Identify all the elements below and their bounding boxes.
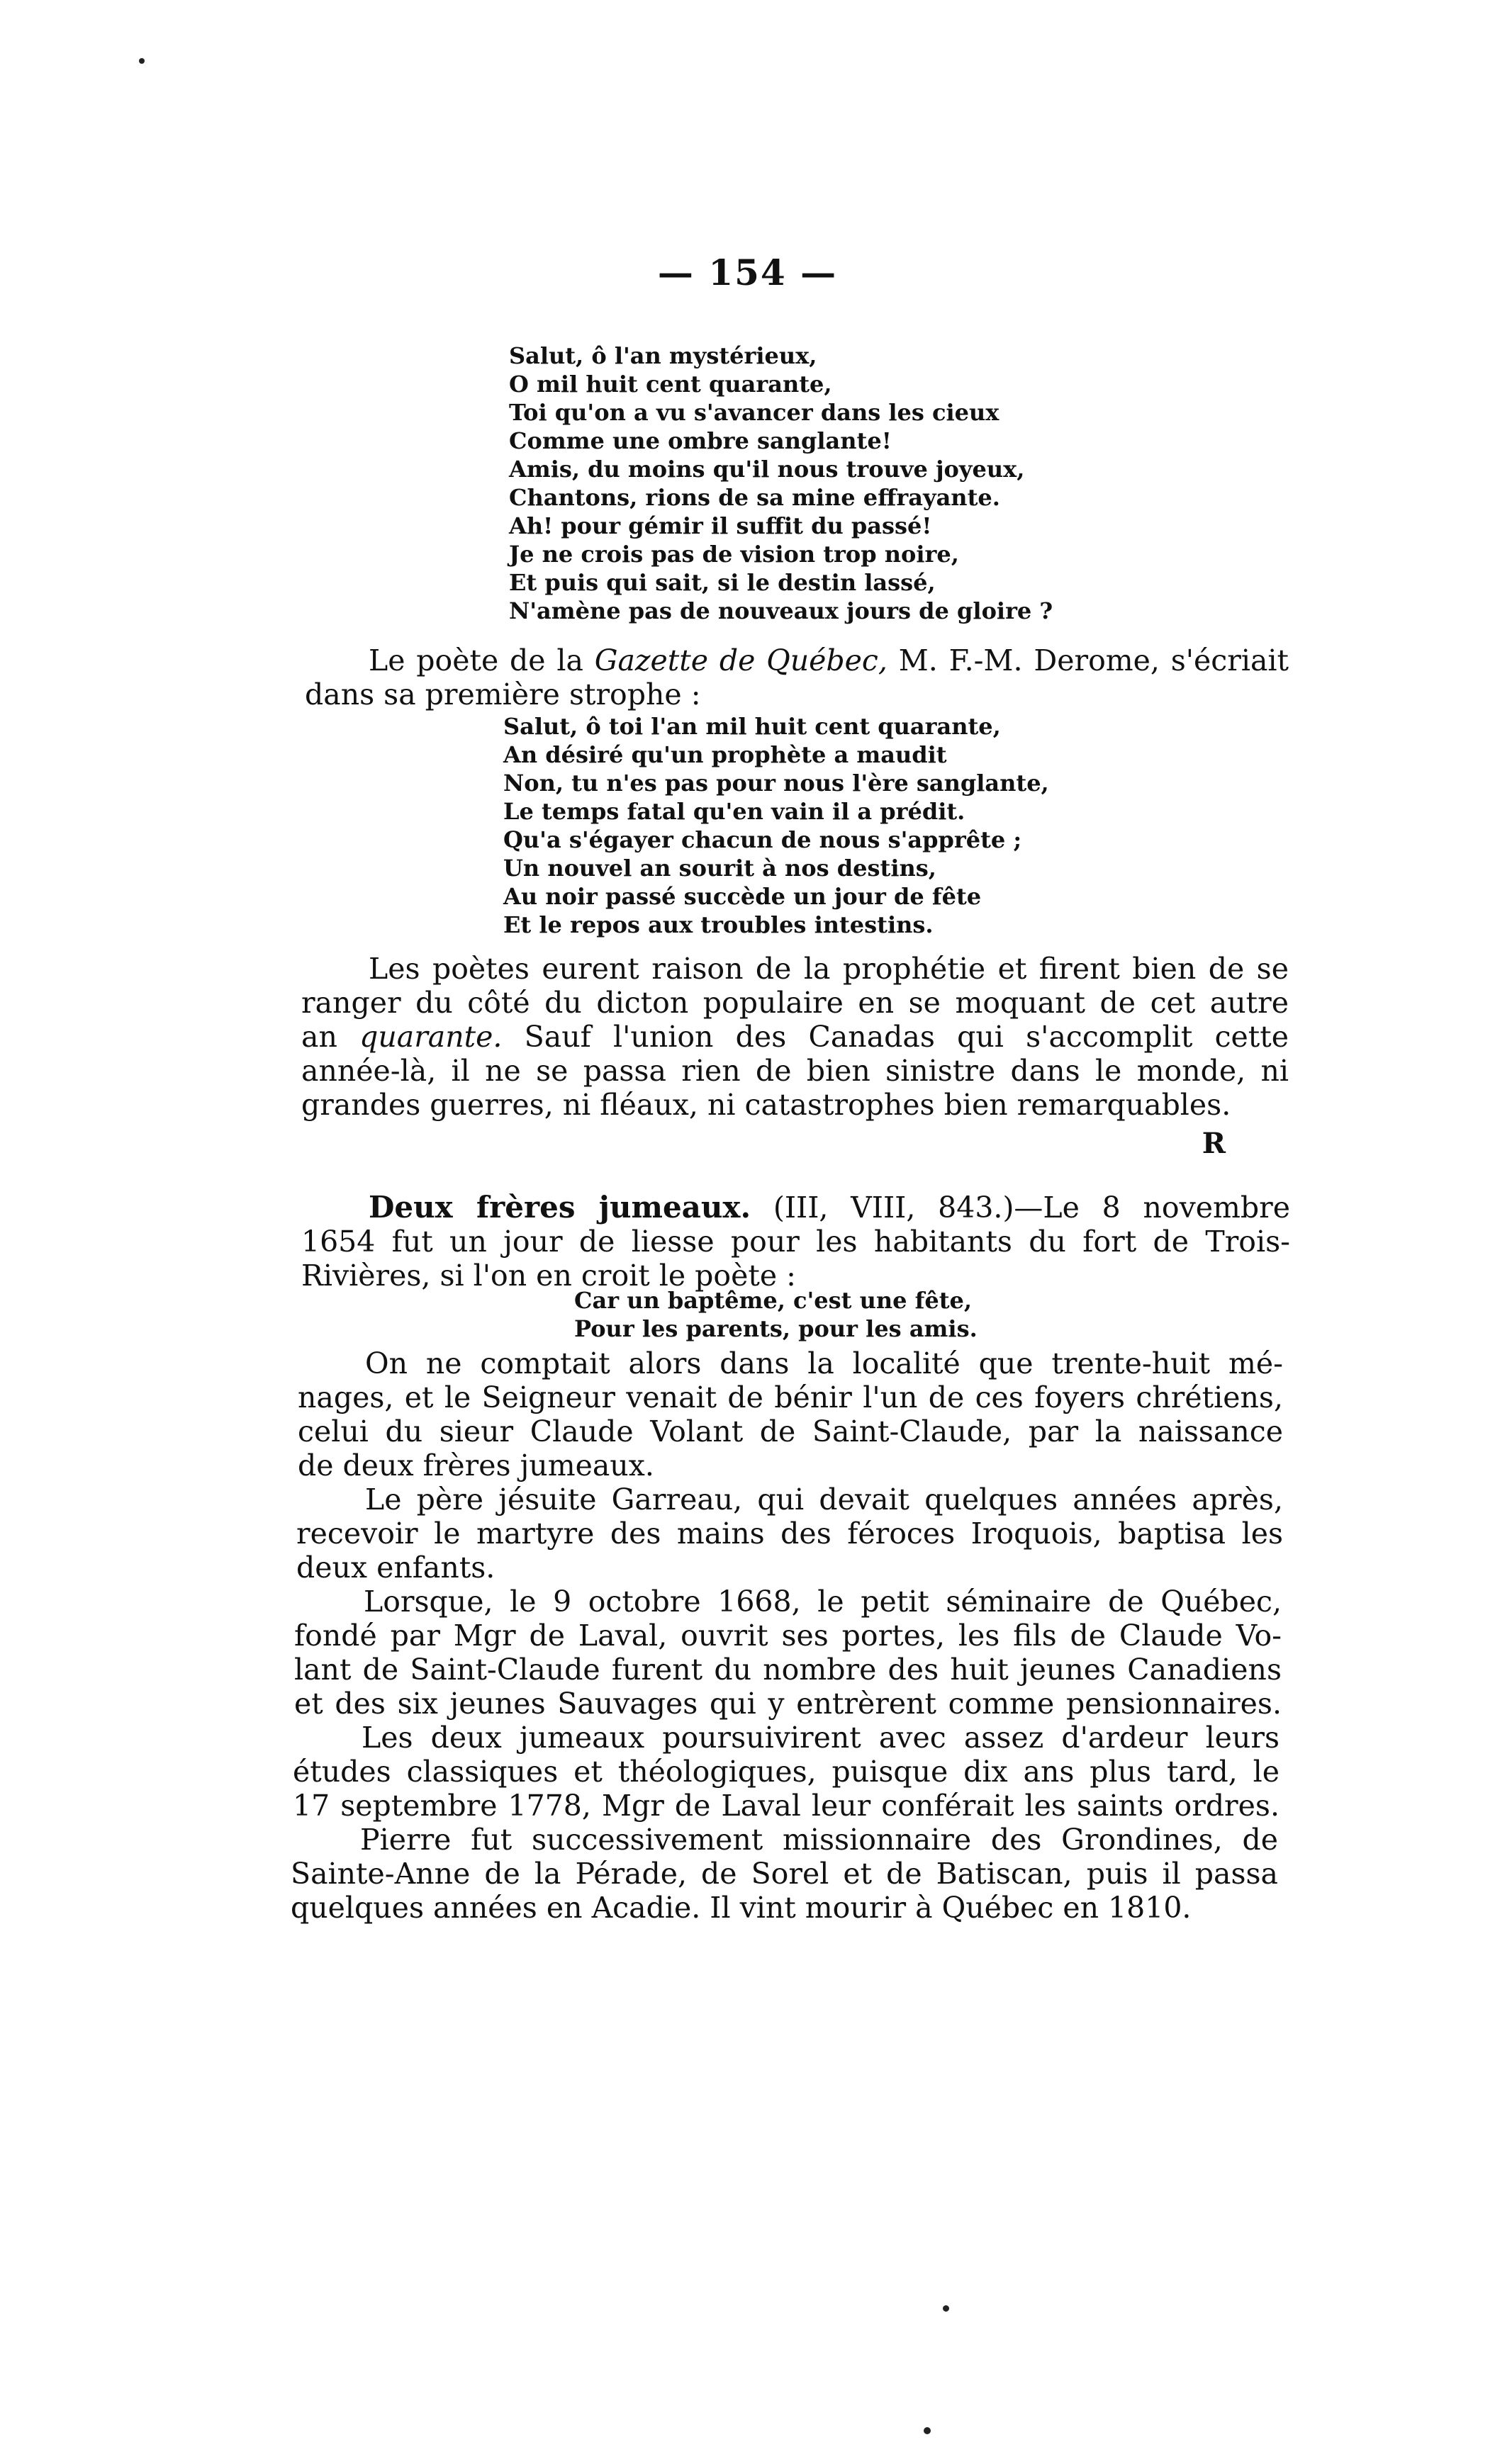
verse-line: Le temps fatal qu'en vain il a prédit. bbox=[503, 798, 965, 825]
italic-quarante: quarante. bbox=[359, 1020, 503, 1054]
paragraph-line: quelques années en Acadie. Il vint mourir à Québec en 1810. bbox=[291, 1891, 1192, 1925]
verse-line: Pour les parents, pour les amis. bbox=[574, 1315, 978, 1342]
verse-line: Salut, ô toi l'an mil huit cent quarante, bbox=[503, 713, 1001, 740]
poem-salut-an-mysterieux bbox=[509, 342, 1053, 625]
article-heading-line: Deux frères jumeaux. (III, VIII, 843.)—Le 8 novembre bbox=[369, 1190, 1290, 1225]
verse-line: Car un baptême, c'est une fête, bbox=[574, 1287, 973, 1314]
verse-line: N'amène pas de nouveaux jours de gloire ? bbox=[509, 597, 1053, 624]
paragraph-line: Lorsque, le 9 octobre 1668, le petit séminaire de Québec, bbox=[364, 1585, 1282, 1619]
poem-derome-strophe bbox=[503, 712, 1049, 939]
verse-line: Au noir passé succède un jour de fête bbox=[503, 883, 982, 910]
article-heading: Deux frères jumeaux. bbox=[369, 1190, 751, 1225]
verse-line: Qu'a s'égayer chacun de nous s'apprête ; bbox=[503, 826, 1022, 853]
verse-line: Salut, ô l'an mystérieux, bbox=[509, 342, 817, 369]
page-number: — 154 — bbox=[657, 252, 838, 293]
verse-line: O mil huit cent quarante, bbox=[509, 371, 832, 398]
verse-line: Un nouvel an sourit à nos destins, bbox=[503, 855, 936, 882]
scan-speck bbox=[139, 58, 145, 64]
verse-line: Et puis qui sait, si le destin lassé, bbox=[509, 569, 936, 596]
paragraph-line: ranger du côté du dicton populaire en se moquant de cet autre bbox=[301, 986, 1289, 1020]
verse-line: Chantons, rions de sa mine effrayante. bbox=[509, 484, 1000, 511]
verse-line: Je ne crois pas de vision trop noire, bbox=[509, 541, 959, 568]
paragraph-line: celui du sieur Claude Volant de Saint-Claude, par la naissance bbox=[298, 1414, 1283, 1448]
paragraph-line: études classiques et théologiques, puisque dix ans plus tard, le bbox=[293, 1755, 1280, 1789]
paragraph-line: grandes guerres, ni fléaux, ni catastrophes bien remarquables. bbox=[301, 1088, 1231, 1122]
gazette-title: Gazette de Québec, bbox=[594, 643, 888, 677]
verse-line: Non, tu n'es pas pour nous l'ère sanglante, bbox=[503, 770, 1049, 797]
paragraph-line: 1654 fut un jour de liesse pour les habitants du fort de Trois- bbox=[301, 1225, 1290, 1259]
intro-line: dans sa première strophe : bbox=[305, 677, 701, 711]
paragraph-line: Pierre fut successivement missionnaire des Grondines, de bbox=[360, 1823, 1278, 1857]
paragraph-line: recevoir le martyre des mains des féroces Iroquois, baptisa les bbox=[296, 1517, 1283, 1551]
paragraph-line: de deux frères jumeaux. bbox=[298, 1448, 654, 1483]
scan-speck bbox=[924, 2427, 931, 2434]
scan-speck bbox=[943, 2305, 949, 2312]
paragraph-line: année-là, il ne se passa rien de bien sinistre dans le monde, ni bbox=[301, 1054, 1289, 1088]
paragraph-line: nages, et le Seigneur venait de bénir l'un de ces foyers chrétiens, bbox=[298, 1380, 1283, 1414]
verse-line: An désiré qu'un prophète a maudit bbox=[503, 741, 947, 768]
poem-bapteme bbox=[574, 1286, 978, 1343]
paragraph-line: et des six jeunes Sauvages qui y entrèrent comme pensionnaires. bbox=[294, 1687, 1282, 1721]
paragraph-line: 17 septembre 1778, Mgr de Laval leur conférait les saints ordres. bbox=[293, 1789, 1280, 1823]
verse-line: Toi qu'on a vu s'avancer dans les cieux bbox=[509, 399, 1000, 426]
paragraph-line: fondé par Mgr de Laval, ouvrit ses portes, les fils de Claude Vo- bbox=[294, 1619, 1282, 1653]
intro-line: Le poète de la Gazette de Québec, M. F.-M. Derome, s'écriait bbox=[369, 643, 1289, 677]
paragraph-line: Sainte-Anne de la Pérade, de Sorel et de Batiscan, puis il passa bbox=[291, 1857, 1278, 1891]
paragraph-line: lant de Saint-Claude furent du nombre des huit jeunes Canadiens bbox=[294, 1653, 1282, 1687]
paragraph-line: Le père jésuite Garreau, qui devait quelques années après, bbox=[365, 1483, 1283, 1517]
verse-line: Comme une ombre sanglante! bbox=[509, 427, 892, 454]
paragraph-line: deux enfants. bbox=[296, 1551, 495, 1585]
paragraph-line: On ne comptait alors dans la localité que trente-huit mé- bbox=[365, 1346, 1283, 1380]
verse-line: Ah! pour gémir il suffit du passé! bbox=[509, 512, 932, 539]
paragraph-line: Les poètes eurent raison de la prophétie et firent bien de se bbox=[369, 952, 1289, 986]
verse-line: Amis, du moins qu'il nous trouve joyeux, bbox=[509, 456, 1025, 483]
verse-line: Et le repos aux troubles intestins. bbox=[503, 911, 934, 938]
paragraph-line: Rivières, si l'on en croit le poète : bbox=[301, 1259, 796, 1293]
paragraph-line: an quarante. Sauf l'union des Canadas qui s'accomplit cette bbox=[301, 1020, 1289, 1054]
signature: R bbox=[1202, 1127, 1226, 1160]
paragraph-line: Les deux jumeaux poursuivirent avec assez d'ardeur leurs bbox=[362, 1721, 1280, 1755]
